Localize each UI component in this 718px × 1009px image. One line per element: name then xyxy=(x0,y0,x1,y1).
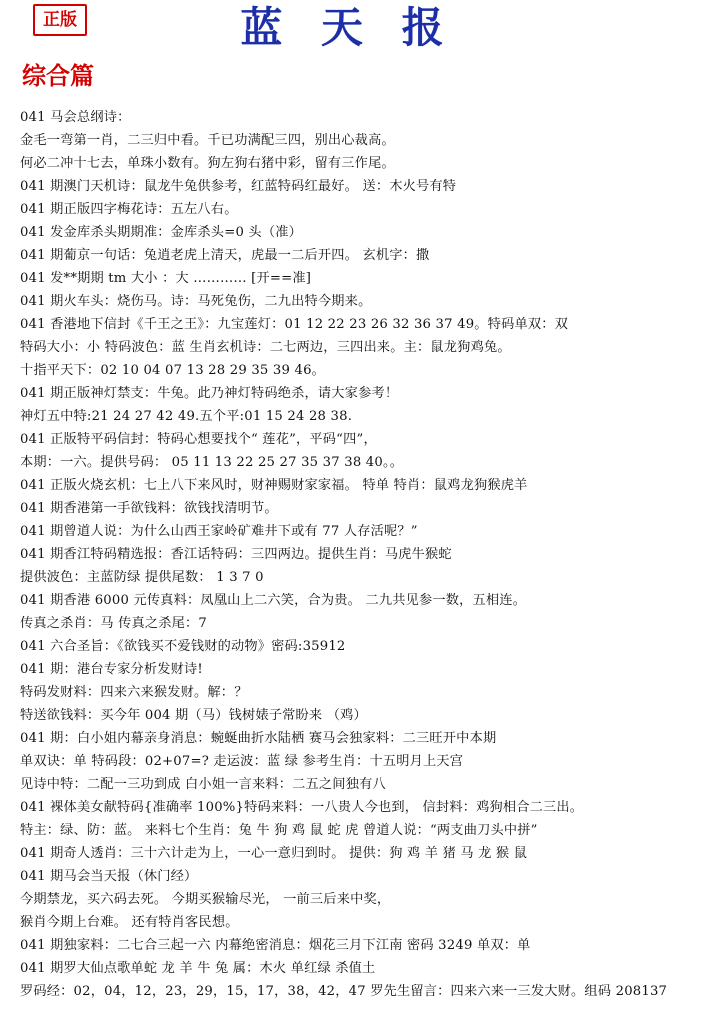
page-title: 蓝 天 报 xyxy=(240,3,456,52)
text-line: 何必二冲十七去，单珠小数有。狗左狗右猪中彩，留有三作尾。 xyxy=(20,156,395,171)
text-line: 041 正版特平码信封：特码心想要找个“ 莲花”，平码“四”， xyxy=(20,432,377,447)
text-line: 041 期正版神灯禁支：牛兔。此乃神灯特码绝杀，请大家参考！ xyxy=(20,386,399,401)
text-line: 特码大小：小 特码波色：蓝 生肖玄机诗：二七两边，三四出来。主：鼠龙狗鸡兔。 xyxy=(20,340,511,355)
text-line: 罗码经：02，04，12，23，29，15，17，38，42，47 罗先生留言：四来六来一三发大财。组码 208137 xyxy=(20,984,668,999)
text-line: 041 发**期期 tm 大小 ：大 ………… [开==准] xyxy=(20,271,312,286)
text-line: 041 期葡京一句话：兔逍老虎上清天，虎最一二后开四。 玄机字：撒 xyxy=(20,248,430,263)
text-line: 特主：绿、防：蓝。 来料七个生肖：兔 牛 狗 鸡 鼠 蛇 虎 曾道人说：“两支曲刀头中拼” xyxy=(20,823,538,838)
text-line: 提供波色：主蓝防绿 提供尾数： 1 3 7 0 xyxy=(20,570,264,585)
text-line: 041 期奇人透肖：三十六计走为上，一心一意归到时。 提供：狗 鸡 羊 猪 马 龙 猴 鼠 xyxy=(20,846,528,861)
text-line: 041 裸体美女献特码{准确率 100%}特码来料：一八贵人今也到， 信封料：鸡狗相合二三出。 xyxy=(20,800,584,815)
text-line: 金毛一弯第一肖，二三归中看。千已功满配三四，别出心裁高。 xyxy=(20,133,395,148)
text-line: 今期禁龙，买六码去死。 今期买猴输尽光， 一前三后来中奖， xyxy=(20,892,391,907)
text-line: 041 期罗大仙点歌单蛇 龙 羊 牛 兔 属：木火 单红绿 杀值土 xyxy=(20,961,376,976)
text-line: 041 期香港 6000 元传真料：凤凰山上二六笑，合为贵。 二九共见参一数，五相连。 xyxy=(20,593,527,608)
text-line: 041 期正版四字梅花诗：五左八右。 xyxy=(20,202,238,217)
text-line: 见诗中特：二配一三功到成 白小姐一言来料：二五之间独有八 xyxy=(20,777,386,792)
text-line: 特码发财料：四来六来猴发财。解：？ xyxy=(20,685,248,700)
text-line: 041 期火车头：烧伤马。诗：马死兔伤，二九出特今期来。 xyxy=(20,294,372,309)
text-line: 041 期：白小姐内幕亲身消息：蜿蜒曲折水陆栖 赛马会独家料：二三旺开中本期 xyxy=(20,731,497,746)
text-line: 041 马会总纲诗： xyxy=(20,110,131,125)
authentic-badge: 正版 xyxy=(33,4,87,36)
text-line: 041 香港地下信封《千王之王》：九宝莲灯：01 12 22 23 26 32 36 37 49。特码单双：双 xyxy=(20,317,569,332)
text-line: 本期：一六。提供号码： 05 11 13 22 25 27 35 37 38 40。。 xyxy=(20,455,404,470)
text-line: 041 期香港第一手欲钱料：欲钱找清明节。 xyxy=(20,501,278,516)
text-line: 041 期独家料：二七合三起一六 内幕绝密消息：烟花三月下江南 密码 3249 单双：单 xyxy=(20,938,531,953)
text-line: 传真之杀肖：马 传真之杀尾：7 xyxy=(20,616,208,631)
content-body xyxy=(20,106,716,1003)
text-line: 041 发金库杀头期期准：金库杀头=0 头（准） xyxy=(20,225,302,240)
text-line: 041 期马会当天报（休门经） xyxy=(20,869,198,884)
text-line: 041 期香江特码精选报：香江话特码：三四两边。提供生肖：马虎牛猴蛇 xyxy=(20,547,452,562)
text-line: 041 正版火烧玄机：七上八下来风时，财神赐财家家福。 特单 特肖：鼠鸡龙狗猴虎羊 xyxy=(20,478,528,493)
text-line: 神灯五中特:21 24 27 42 49.五个平:01 15 24 28 38. xyxy=(20,409,353,424)
text-line: 单双诀：单 特码段：02+07=? 走运波：蓝 绿 参考生肖：十五明月上天宫 xyxy=(20,754,464,769)
text-line: 041 六合圣旨：《欲钱买不爱钱财的动物》密码:35912 xyxy=(20,639,346,654)
text-line: 041 期澳门天机诗：鼠龙牛兔供参考，红蓝特码红最好。 送：木火号有特 xyxy=(20,179,457,194)
text-line: 041 期曾道人说：为什么山西王家岭矿难井下或有 77 人存活呢？” xyxy=(20,524,418,539)
section-title: 综合篇 xyxy=(22,61,94,90)
text-line: 041 期：港台专家分析发财诗! xyxy=(20,662,203,677)
text-line: 十指平天下：02 10 04 07 13 28 29 35 39 46。 xyxy=(20,363,326,378)
text-line: 特送欲钱料：买今年 004 期（马）钱树婊子常盼来 （鸡） xyxy=(20,708,367,723)
text-line: 猴肖今期上台难。 还有特肖客民想。 xyxy=(20,915,239,930)
